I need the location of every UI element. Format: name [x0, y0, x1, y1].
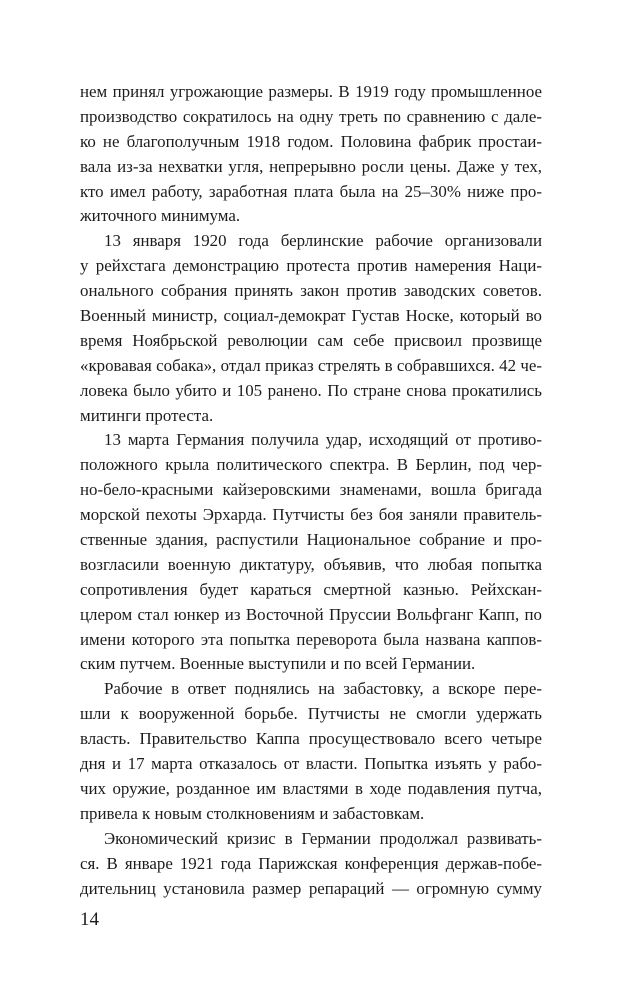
text-line: 13 января 1920 года берлинские рабочие организовали [104, 231, 542, 251]
text-line: житочного минимума. [80, 206, 241, 226]
paragraph [80, 827, 542, 902]
text-line: ловека было убито и 105 ранено. По стране снова прокатились [80, 380, 542, 400]
text-line: чих оружие, розданное им властями в ходе подавления путча, [80, 778, 542, 798]
text-line: 13 марта Германия получила удар, исходящий от противо- [104, 430, 542, 450]
text-line: «кровавая собака», отдал приказ стрелять в собравшихся. 42 че- [80, 355, 542, 375]
text-line: но-бело-красными кайзеровскими знаменами, вошла бригада [80, 480, 542, 500]
text-line: ся. В январе 1921 года Парижская конференция держав-побе- [80, 853, 542, 873]
text-line: морской пехоты Эрхарда. Путчисты без боя заняли правитель- [80, 505, 542, 525]
text-line: ко не благополучным 1918 годом. Половина фабрик простаи- [80, 131, 542, 151]
text-line: имени которого эта попытка переворота была названа каппов- [80, 629, 542, 649]
text-line: положного крыла политического спектра. В Берлин, под чер- [80, 455, 542, 475]
text-line: вала из-за нехватки угля, непрерывно росли цены. Даже у тех, [80, 156, 542, 176]
text-line: дня и 17 марта отказалось от власти. Попытка изъять у рабо- [80, 754, 542, 774]
text-line: ским путчем. Военные выступили и по всей Германии. [80, 654, 476, 674]
page-number: 14 [80, 909, 99, 930]
text-line: Экономический кризис в Германии продолжал развивать- [104, 828, 542, 848]
text-line: производство сократилось на одну треть по сравнению с дале- [80, 106, 542, 126]
paragraph [80, 428, 542, 677]
text-line: дительниц установила размер репараций — огромную сумму [80, 878, 542, 898]
text-line: ственные здания, распустили Национальное собрание и про- [80, 530, 542, 550]
paragraph [80, 229, 542, 428]
body-text [80, 80, 542, 901]
text-line: кто имел работу, заработная плата была на 25–30% ниже про- [80, 181, 542, 201]
text-line: Военный министр, социал-демократ Густав Носке, который во [80, 306, 542, 326]
text-line: Рабочие в ответ поднялись на забастовку, а вскоре пере- [104, 679, 542, 699]
text-line: власть. Правительство Каппа просуществовало всего четыре [80, 729, 542, 749]
text-line: сопротивления будет караться смертной казнью. Рейхскан- [80, 579, 542, 599]
text-line: время Ноябрьской революции сам себе присвоил прозвище [80, 330, 542, 350]
paragraph [80, 80, 542, 229]
text-line: возгласили военную диктатуру, объявив, что любая попытка [80, 554, 542, 574]
text-line: онального собрания принять закон против заводских советов. [80, 281, 542, 301]
text-line: митинги протеста. [80, 405, 214, 425]
text-line: у рейхстага демонстрацию протеста против намерения Наци- [80, 256, 542, 276]
text-line: шли к вооруженной борьбе. Путчисты не смогли удержать [80, 704, 542, 724]
text-line: нем принял угрожающие размеры. В 1919 году промышленное [80, 82, 542, 101]
text-line: цлером стал юнкер из Восточной Пруссии Вольфганг Капп, по [80, 604, 542, 624]
text-line: привела к новым столкновениям и забастовкам. [80, 803, 425, 823]
paragraph [80, 677, 542, 826]
